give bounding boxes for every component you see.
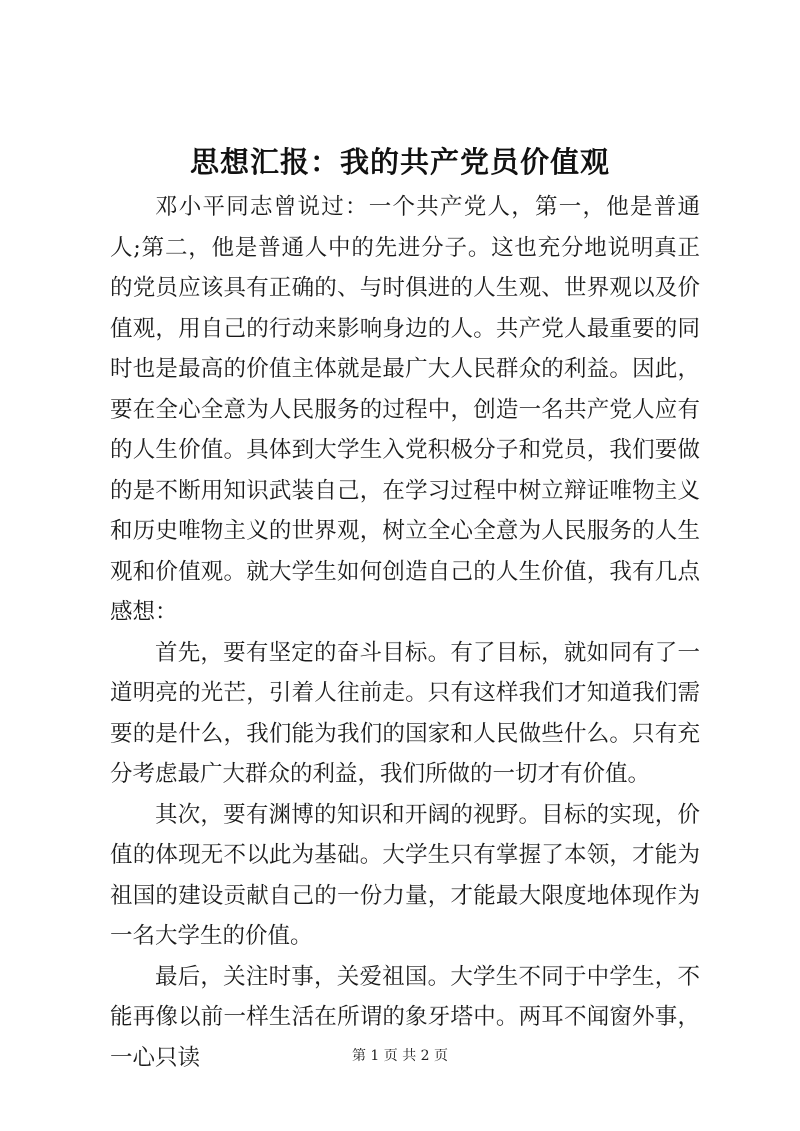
paragraph-second-point: 其次，要有渊博的知识和开阔的视野。目标的实现，价值的体现无不以此为基础。大学生只有掌握了本领，才能为祖国的建设贡献自己的一份力量，才能最大限度地体现作为一名大学生的价值。 [110,801,700,949]
document-title: 思想汇报：我的共产党员价值观 [189,145,610,179]
paragraph-intro: 邓小平同志曾说过：一个共产党人，第一，他是普通人;第二，他是普通人中的先进分子。这也充分地说明真正的党员应该具有正确的、与时俱进的人生观、世界观以及价值观，用自己的行动来影响身边的人。共产党人最重要的同时也是最高的价值主体就是最广大人民群众的利益。因此，要在全心全意为人民服务的过程中，创造一名共产党人应有的人生价值。具体到大学生入党积极分子和党员，我们要做的是不断用知识武装自己，在学习过程中树立辩证唯物主义和历史唯物主义的世界观，树立全心全意为人民服务的人生观和价值观。就大学生如何创造自己的人生价值，我有几点感想： [110,194,700,625]
paragraph-last-point: 最后，关注时事，关爱祖国。大学生不同于中学生，不能再像以前一样生活在所谓的象牙塔中。两耳不闻窗外事，一心只读 [110,963,700,1071]
page-footer: 第 1 页 共 2 页 [351,1048,449,1064]
paragraph-first-point: 首先，要有坚定的奋斗目标。有了目标，就如同有了一道明亮的光芒，引着人往前走。只有这样我们才知道我们需要的是什么，我们能为我们的国家和人民做些什么。只有充分考虑最广大群众的利益，我们所做的一切才有价值。 [110,639,700,787]
document-body [110,187,700,1078]
